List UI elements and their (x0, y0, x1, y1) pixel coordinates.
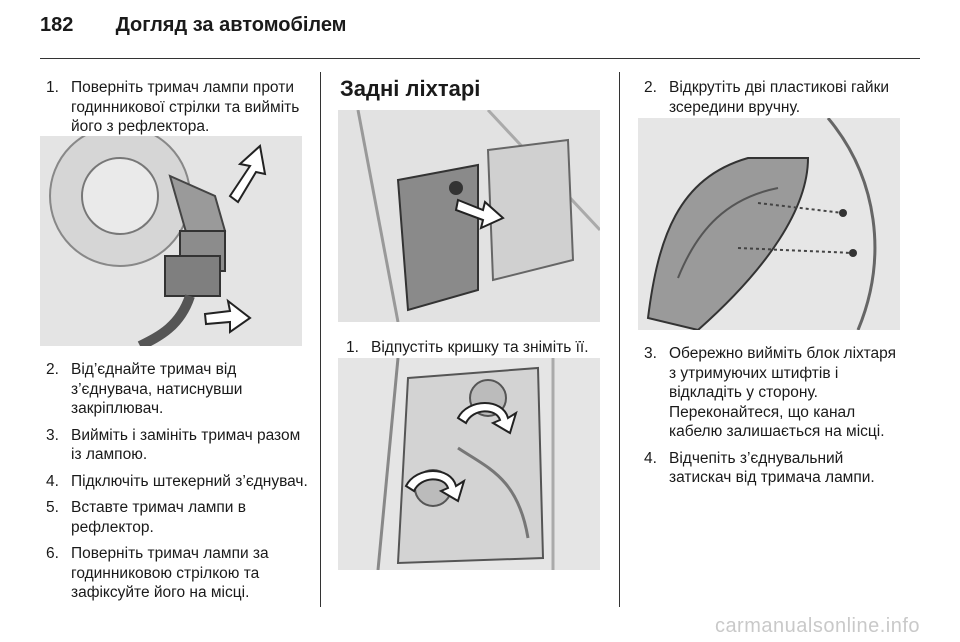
page-title: Догляд за автомобілем (115, 14, 347, 36)
figure-trunk-cover (338, 110, 600, 322)
list-item: 1. Відпустіть кришку та зніміть її. (346, 339, 589, 356)
figure-plastic-nuts (638, 118, 900, 330)
list-item: 2. Від’єднайте тримач від з’єднувача, натиснувши закріплювач. (46, 361, 243, 417)
list-item: 1. Поверніть тримач лампи проти годинникової стрілки та вийміть його з рефлектора. (46, 79, 300, 135)
watermark: carmanualsonline.info (714, 615, 920, 637)
figure-lamp-holders (338, 358, 600, 570)
column-1 (46, 78, 308, 144)
column-divider-1 (320, 72, 321, 607)
page-number: 182 (40, 14, 74, 36)
column-divider-2 (619, 72, 620, 607)
list-item: 3. Обережно вийміть блок ліхтаря з утримуючих штифтів і відкладіть у сторону. Переконайтеся, що канал кабелю залишається на місці. (644, 345, 896, 440)
column-1-steps (46, 360, 308, 610)
list-item: 4. Відчепіть з’єднувальний затискач від тримача лампи. (644, 449, 875, 486)
page-header (40, 14, 346, 37)
figure-bulb-holder (40, 136, 302, 346)
list-item: 5. Вставте тримач лампи в рефлектор. (46, 499, 246, 536)
column-3-steps (644, 344, 906, 495)
list-item: 3. Вийміть і замініть тримач разом із лампою. (46, 426, 301, 463)
list-item: 6. Поверніть тримач лампи за годинниковою стрілкою та зафіксуйте його на місці. (46, 545, 269, 601)
list-item: 4. Підключіть штекерний з’єднувач. (46, 472, 308, 490)
list-item: 2. Відкрутіть дві пластикові гайки зсередини вручну. (644, 79, 890, 116)
header-rule (40, 58, 920, 59)
section-heading: Задні ліхтарі (340, 76, 481, 101)
